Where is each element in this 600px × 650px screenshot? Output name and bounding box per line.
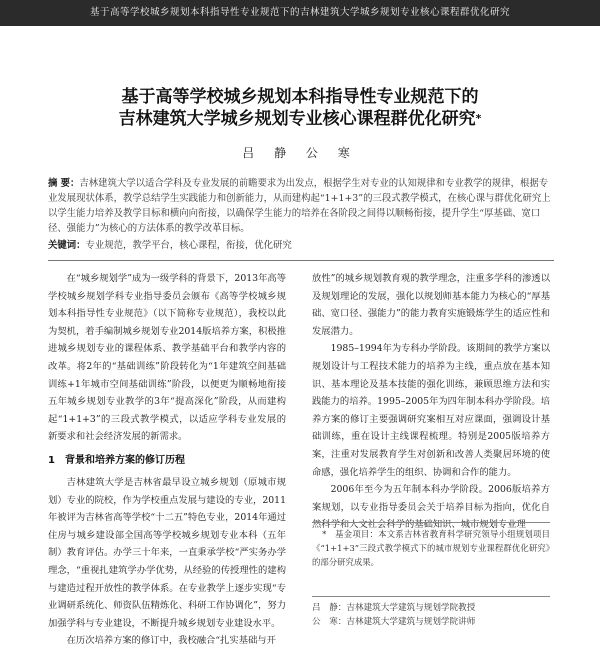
footnote-text: 基金项目：本文系吉林省教育科学研究领导小组规划项目《“1+1+3”三段式教学模式下的城市规划专业课程群优化研究》的部分研究成果。 bbox=[312, 529, 551, 567]
history-paragraph-2006: 2006年至今为五年制本科办学阶段。2006版培养方案规划，以专业指导委员会关于培养目标为指向，优化自然科学和人文社会科学的基础知识、城市规划专业理 bbox=[312, 484, 550, 531]
footnote-marker: * bbox=[322, 529, 327, 539]
affiliation-divider bbox=[312, 596, 550, 597]
history-paragraph-1985: 1985–1994年为专科办学阶段。该期间的教学方案以规划设计与工程技术能力的培养为主线，重点放在基本知识、基本理论及基本技能的强化训练，兼顾思维方法和实践能力的培养。1995–2005年为四年制本科办学阶段。培养方案的修订主要强调研究案相互对应课面，强调设计基础训练，重在设计主线课程梳理。特别是2005版培养方案，注重对发展教育学生对创新和改善人类聚居环境的使命感，强化培养学生的组织、协调和合作的能力。 bbox=[312, 343, 550, 478]
section-1-paragraph-1: 吉林建筑大学是吉林省最早设立城乡规划（原城市规划）专业的院校，作为学校重点发展与建设的专业，2011年被评为吉林省高等学校“十二五”特色专业，2014年通过住房与城乡建设部全国高等学校城乡规划专业本科（五年制）教育评估。办学三十年来，一直秉承学校“严实务办学理念，“重视扎建筑学办学优势，从经验的传授理性的建构与建造过程开放性的教学体系。在专业教学上逐步实现“专业调研系统化、师资队伍精炼化、科研工作协调化”，努力加强学科与专业建设，不断提升城乡规划专业建设水平。 bbox=[48, 476, 286, 629]
authors: 吕 静 公 寒 bbox=[242, 146, 358, 160]
keywords-label: 关键词： bbox=[48, 240, 86, 251]
author-affiliations bbox=[312, 601, 550, 629]
abstract-label: 摘 要： bbox=[48, 178, 80, 189]
intro-paragraph: 在“城乡规划学”成为一级学科的背景下，2013年高等学校城乡规划学科专业指导委员会颁布《高等学校城乡规划本科指导性专业规范》（以下简称专业规范），我校以此为契机，着手编制城乡规划专业2014版培养方案，积极推进城乡规划专业的课程体系、教学基础平台和教学内容的改革。将2年的“基础训练”阶段转化为“1年建筑空间基础训练+1年城市空间基础训练”阶段，以便更为顺畅地衔接五年城乡规划专业教学的3年“提高深化”阶段，从而建构起“1+1+3”的三段式教学模式，以适应学科专业发展的新要求和社会经济发展的新需求。 bbox=[48, 273, 286, 443]
affiliation-1: 吕 静：吉林建筑大学建筑与规划学院教授 bbox=[312, 603, 476, 613]
funding-footnote bbox=[312, 527, 550, 569]
running-header: 基于高等学校城乡规划本科指导性专业规范下的吉林建筑大学城乡规划专业核心课程群优化研究 bbox=[0, 0, 600, 26]
title-line-2-text: 吉林建筑大学城乡规划专业核心课程群优化研究 bbox=[118, 109, 476, 129]
title-footnote-marker: * bbox=[475, 112, 482, 125]
abstract bbox=[48, 176, 554, 236]
keywords-text: 专业规范，教学平台，核心课程，衔接，优化研究 bbox=[85, 240, 292, 251]
left-column bbox=[48, 270, 286, 650]
affiliation-2: 公 寒：吉林建筑大学建筑与规划学院讲师 bbox=[312, 617, 476, 627]
footnote-divider bbox=[312, 522, 550, 523]
continuation-paragraph: 放性”的城乡规划教育观的教学理念，注重多学科的渗透以及规划理论的发展，强化以规划师基本能力为核心的“厚基础、宽口径、强能力”的能力教育实施锻炼学生的适应性和发展潜力。 bbox=[312, 273, 550, 337]
abstract-text: 吉林建筑大学以适合学科及专业发展的前瞻要求为出发点，根据学生对专业的认知规律和专业教学的规律，根据专业发展现状体系，教学总结学生实践能力和创新能力，从而建构起“1+1+3”的三段式教学模式，在核心课与群优化研究上以学生能力培养及教学目标和横向向衔接，以确保学生能力的培养在各阶段之间得以顺畅衔接，提升学生“厚基础、宽口径、强能力”为核心的方法体系的教学改革目标。 bbox=[48, 178, 551, 234]
title-line-1: 基于高等学校城乡规划本科指导性专业规范下的 bbox=[121, 87, 479, 107]
paper-title bbox=[0, 86, 600, 130]
right-column bbox=[312, 270, 550, 534]
title-line-2 bbox=[0, 108, 600, 130]
abstract-divider bbox=[48, 260, 554, 261]
section-1-paragraph-2: 在历次培养方案的修订中，我校融合“扎实基础与开 bbox=[66, 635, 276, 647]
keywords bbox=[48, 238, 554, 253]
section-1-heading: 1 背景和培养方案的修订历程 bbox=[48, 454, 185, 466]
